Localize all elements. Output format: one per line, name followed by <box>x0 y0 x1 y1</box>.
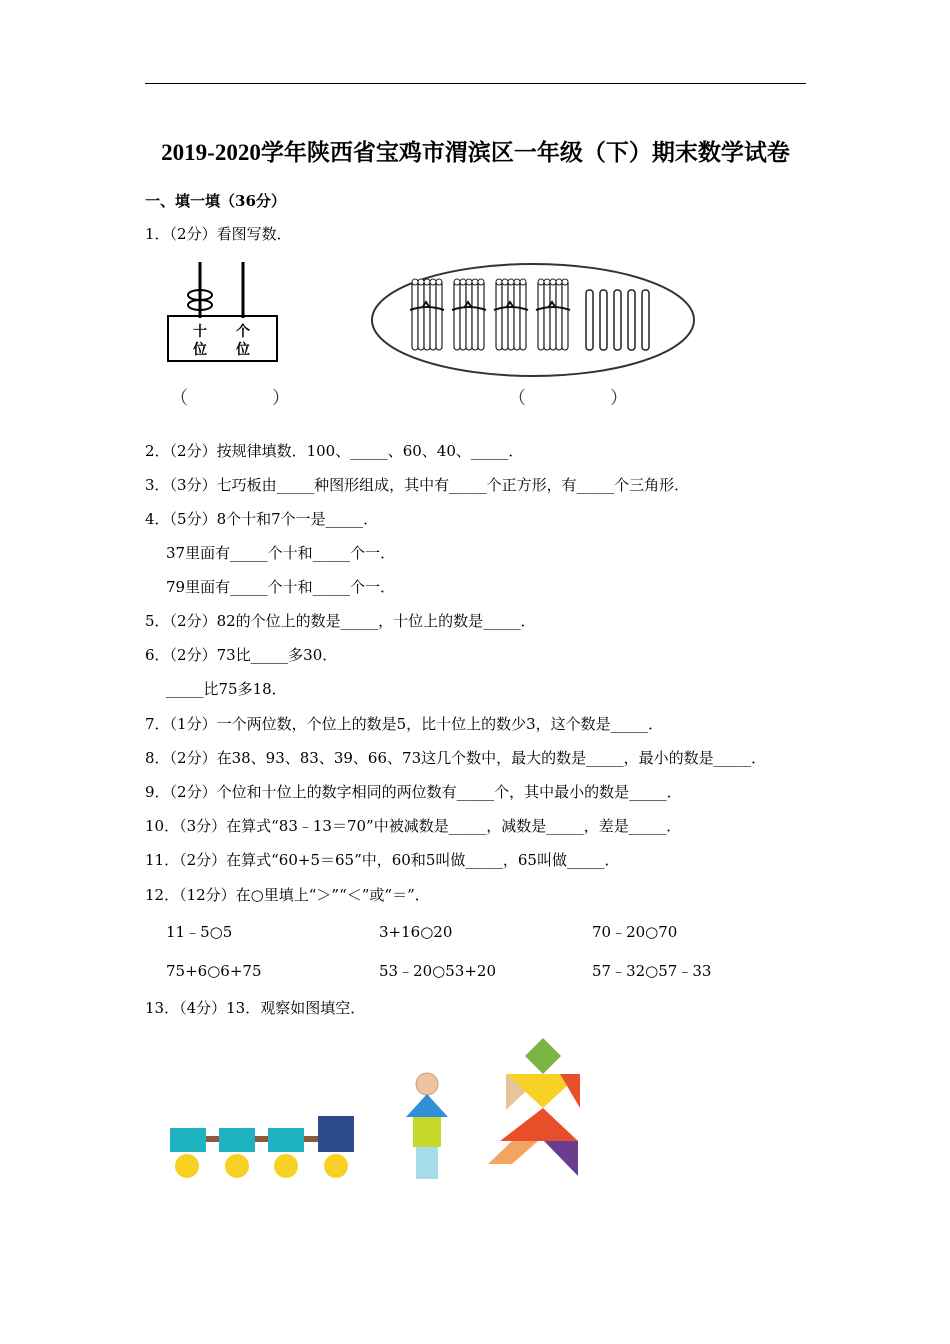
abacus-label-ones-2: 位 <box>236 342 250 358</box>
train-car <box>170 1128 206 1152</box>
train-wheel <box>324 1154 348 1178</box>
train-engine <box>318 1116 354 1152</box>
abacus-label-tens-2: 位 <box>193 342 207 358</box>
answer-paren-close-1: ） <box>272 388 290 409</box>
tangram-triangle <box>560 1074 580 1108</box>
question-1: 1．（2分）看图写数． <box>145 225 292 243</box>
abacus-label-tens-1: 十 <box>193 324 207 340</box>
abacus-label-ones-1: 个 <box>236 324 250 340</box>
stick-bundle <box>452 279 486 350</box>
train-wheel <box>225 1154 249 1178</box>
question-3: 3．（3分）七巧板由_____种图形组成，其中有_____个正方形，有_____个三角形． <box>145 476 690 494</box>
question-12: 12．（12分）在○里填上“＞”“＜”或“＝”． <box>145 886 430 904</box>
tangram-square <box>525 1038 561 1074</box>
robot-figure <box>404 1072 454 1182</box>
question-4-sub-2: 79里面有_____个十和_____个一． <box>166 578 396 596</box>
question-2: 2．（2分）按规律填数．100、_____、60、40、_____． <box>145 442 524 460</box>
abacus-figure <box>166 258 286 368</box>
single-stick <box>600 290 607 350</box>
single-sticks <box>586 290 649 350</box>
tangram-triangle <box>500 1108 578 1141</box>
answer-paren-open-1: （ <box>170 388 188 409</box>
question-9: 9．（2分）个位和十位上的数字相同的两位数有_____个，其中最小的数是_____． <box>145 783 682 801</box>
question-5: 5．（2分）82的个位上的数是_____，十位上的数是_____． <box>145 612 536 630</box>
question-11: 11．（2分）在算式“60+5＝65”中，60和5叫做_____，65叫做_____． <box>145 851 620 869</box>
tangram-person-figure <box>488 1036 588 1184</box>
answer-paren-open-2: （ <box>508 388 526 409</box>
question-6-sub: _____比75多18． <box>166 680 287 698</box>
tangram-triangle <box>544 1141 578 1176</box>
compare-item: 70﹣20○70 <box>592 923 678 941</box>
section-heading: 一、填一填（36分） <box>145 192 286 210</box>
stick-bundle <box>536 279 570 350</box>
single-stick <box>586 290 593 350</box>
compare-item: 11﹣5○5 <box>166 923 233 941</box>
question-6: 6．（2分）73比_____多30． <box>145 646 338 664</box>
compare-item: 3+16○20 <box>379 923 453 941</box>
header-rule <box>145 83 806 84</box>
compare-item: 57﹣32○57﹣33 <box>592 962 712 980</box>
stick-bundle <box>494 279 528 350</box>
question-4-sub-1: 37里面有_____个十和_____个一． <box>166 544 396 562</box>
answer-paren-close-2: ） <box>610 388 628 409</box>
train-wheel <box>175 1154 199 1178</box>
compare-item: 53﹣20○53+20 <box>379 962 497 980</box>
train-car <box>219 1128 255 1152</box>
train-figure <box>166 1112 366 1182</box>
question-7: 7．（1分）一个两位数，个位上的数是5，比十位上的数少3，这个数是_____． <box>145 715 664 733</box>
train-car <box>268 1128 304 1152</box>
question-4: 4．（5分）8个十和7个一是_____． <box>145 510 379 528</box>
sticks-figure <box>370 262 700 384</box>
single-stick <box>614 290 621 350</box>
question-13: 13．（4分）13．观察如图填空． <box>145 999 366 1017</box>
tangram-parallelogram <box>488 1141 538 1164</box>
question-10: 10．（3分）在算式“83﹣13＝70”中被减数是_____，减数是_____，差是_____． <box>145 817 682 835</box>
single-stick <box>642 290 649 350</box>
question-8: 8．（2分）在38、93、83、39、66、73这几个数中，最大的数是_____，最小的数是_____． <box>145 749 767 767</box>
single-stick <box>628 290 635 350</box>
page-title: 2019-2020学年陕西省宝鸡市渭滨区一年级（下）期末数学试卷 <box>161 140 790 165</box>
stick-bundle <box>410 279 444 350</box>
compare-item: 75+6○6+75 <box>166 962 262 980</box>
train-wheel <box>274 1154 298 1178</box>
